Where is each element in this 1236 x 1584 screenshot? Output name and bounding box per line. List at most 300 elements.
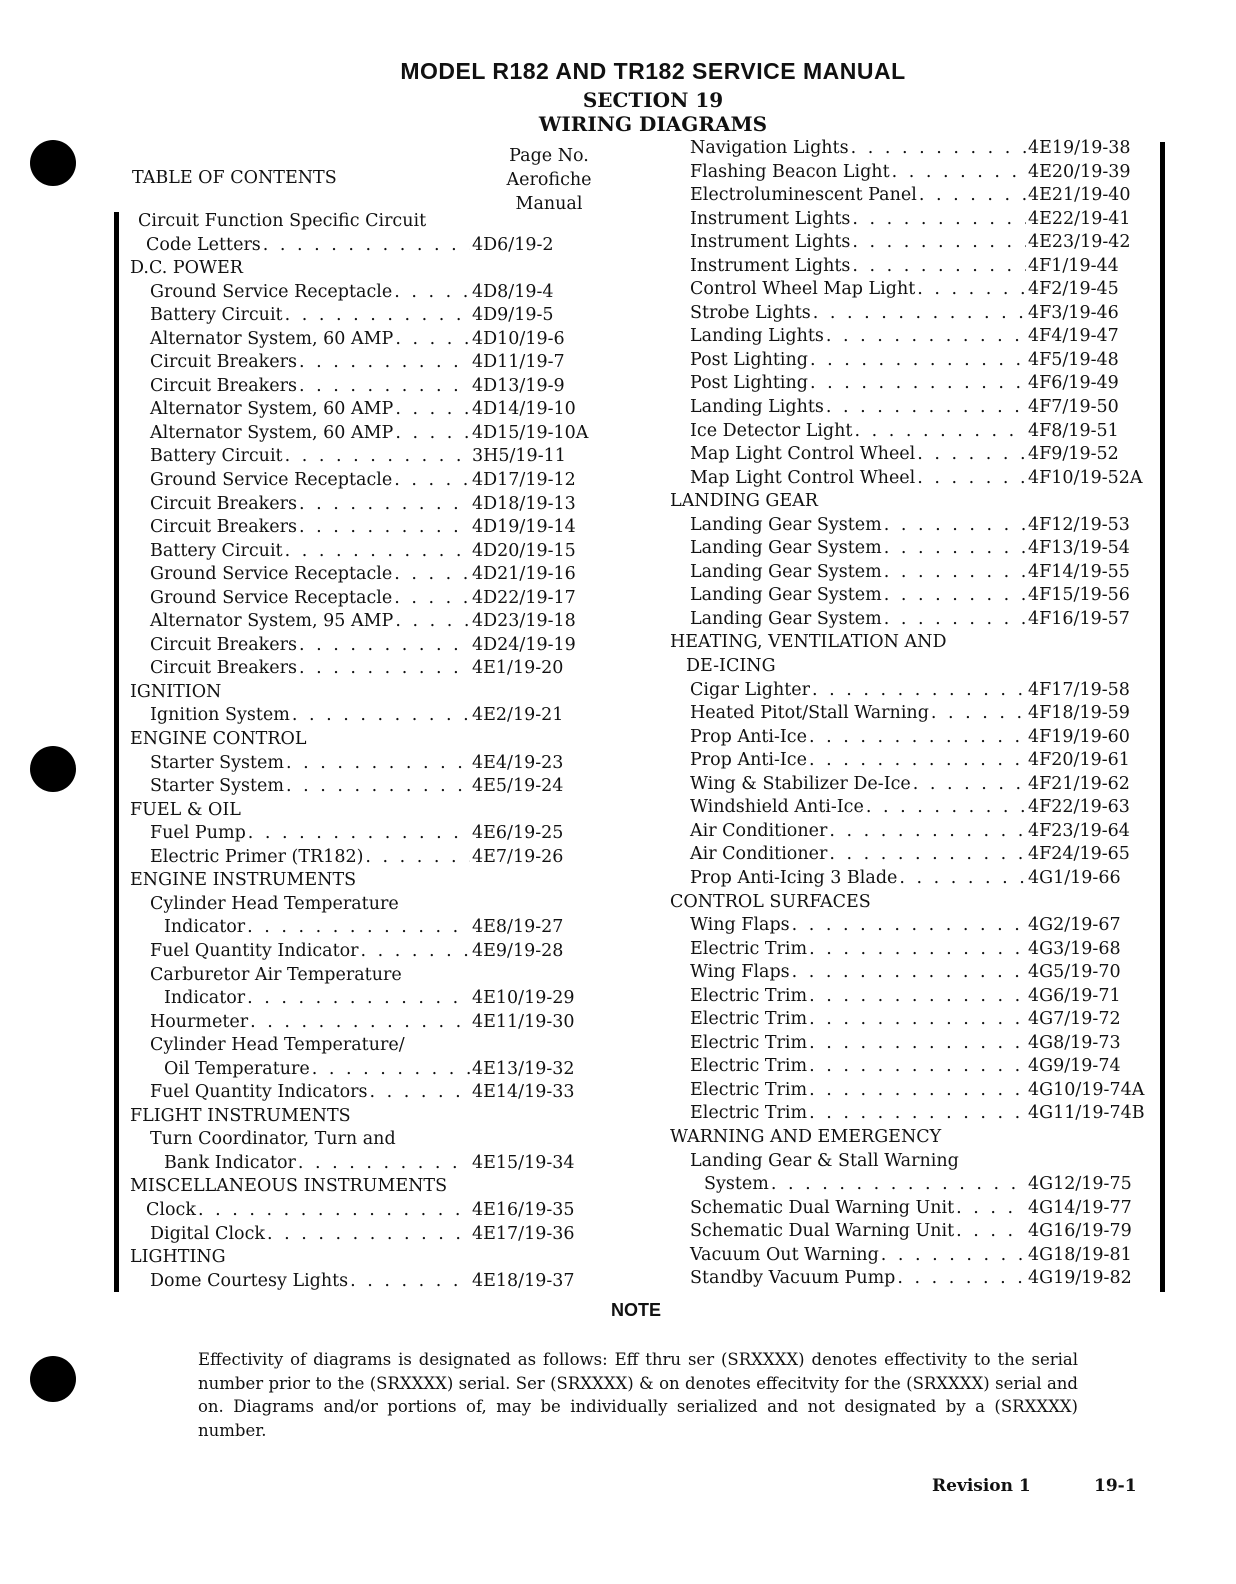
toc-entry [670, 584, 1160, 608]
toc-right-column [670, 137, 1160, 1291]
dot-leader [956, 1220, 1026, 1244]
toc-entry [130, 1223, 600, 1247]
toc-category-heading: WARNING AND EMERGENCY [670, 1126, 942, 1147]
toc-entry-continued-title: Circuit Function Specific Circuit [138, 211, 427, 231]
toc-entry-title: Battery Circuit [150, 446, 283, 467]
toc-entry-title: Post Lighting [690, 349, 808, 370]
dot-leader [248, 822, 470, 846]
toc-entry [670, 1032, 1160, 1056]
toc-entry-page: 4D8/19-4 [472, 281, 554, 302]
dot-leader [792, 914, 1026, 938]
toc-entry-page: 4E1/19-20 [472, 658, 564, 679]
dot-leader [247, 916, 470, 940]
toc-entry-page: 4E22/19-41 [1028, 208, 1131, 229]
dot-leader [395, 422, 470, 446]
dot-leader [395, 328, 470, 352]
toc-entry-page: 4E9/19-28 [472, 940, 564, 961]
toc-entry-page: 4G3/19-68 [1028, 938, 1121, 959]
toc-entry-title: Ground Service Receptacle [150, 470, 393, 491]
toc-entry-page: 4G9/19-74 [1028, 1056, 1121, 1077]
toc-entry-page: 4E8/19-27 [472, 917, 564, 938]
toc-entry [130, 587, 600, 611]
page-number-header-line: Aerofiche [506, 170, 592, 190]
toc-entry [130, 493, 600, 517]
toc-entry-page: 4G12/19-75 [1028, 1174, 1132, 1195]
toc-entry [670, 443, 1160, 467]
toc-entry-title: Alternator System, 60 AMP [150, 328, 394, 349]
toc-entry-title: Fuel Quantity Indicator [150, 940, 359, 961]
toc-entry [670, 278, 1160, 302]
binder-hole-bottom [30, 1356, 76, 1402]
revision-bar-right [1160, 142, 1165, 1292]
dot-leader [370, 1081, 471, 1105]
toc-entry [670, 561, 1160, 585]
dot-leader [809, 1008, 1026, 1032]
toc-entry-page: 4F10/19-52A [1028, 467, 1143, 488]
dot-leader [810, 372, 1026, 396]
dot-leader [394, 281, 470, 305]
dot-leader [395, 398, 470, 422]
dot-leader [917, 467, 1026, 491]
toc-entry [670, 1102, 1160, 1126]
dot-leader [792, 961, 1026, 985]
toc-entry-title: Alternator System, 95 AMP [150, 611, 394, 632]
toc-entry-title: Battery Circuit [150, 305, 283, 326]
page-number-header [486, 144, 612, 216]
toc-entry-title: Navigation Lights [690, 138, 849, 158]
toc-entry [130, 351, 600, 375]
toc-entry [670, 255, 1160, 279]
toc-entry-title: Landing Gear System [690, 585, 882, 606]
toc-entry-title: Wing & Stabilizer De-Ice [690, 773, 911, 794]
dot-leader [809, 938, 1026, 962]
toc-entry [670, 726, 1160, 750]
toc-entry-title: Starter System [150, 776, 284, 797]
dot-leader [812, 679, 1026, 703]
toc-entry-title: Indicator [164, 917, 246, 938]
toc-entry-page: 4F22/19-63 [1028, 797, 1130, 818]
toc-entry-title: Clock [146, 1199, 196, 1220]
toc-entry-page: 4E13/19-32 [472, 1058, 575, 1079]
toc-entry-page: 4F4/19-47 [1028, 326, 1119, 347]
toc-entry-title: Control Wheel Map Light [690, 279, 916, 300]
toc-entry-page: 4D11/19-7 [472, 352, 565, 373]
toc-entry [670, 608, 1160, 632]
note-body: Effectivity of diagrams is designated as follows: Eff thru ser (SRXXXX) denotes effectivity to the serial number prior to the (SRXXXX) serial. Ser (SRXXXX) & on denotes effecitvity for the (SRXXXX) serial and on. Diagrams and/or portions of, may be individually serialized and not designated by a (SRXXXX) number. [198, 1350, 1078, 1440]
toc-entry-page: 4F20/19-61 [1028, 750, 1130, 771]
dot-leader [809, 1079, 1026, 1103]
toc-entry-title: Map Light Control Wheel [690, 444, 916, 465]
toc-entry-title: Alternator System, 60 AMP [150, 422, 394, 443]
toc-category-heading: D.C. POWER [130, 258, 243, 279]
dot-leader [826, 396, 1026, 420]
toc-entry-title: Circuit Breakers [150, 634, 297, 655]
toc-entry-title: Battery Circuit [150, 540, 283, 561]
dot-leader [854, 420, 1026, 444]
toc-entry-title: Schematic Dual Warning Unit [690, 1221, 955, 1242]
dot-leader [267, 1223, 470, 1247]
toc-entry-title: Landing Lights [690, 326, 824, 347]
dot-leader [263, 234, 470, 258]
toc-entry-title: Schematic Dual Warning Unit [690, 1197, 955, 1218]
toc-entry [130, 775, 600, 799]
toc-entry [670, 679, 1160, 703]
toc-entry-page: 4E10/19-29 [472, 988, 575, 1009]
toc-entry-page: 4G16/19-79 [1028, 1221, 1132, 1242]
toc-entry-page: 4G2/19-67 [1028, 915, 1121, 936]
toc-category-heading: CONTROL SURFACES [670, 891, 871, 912]
toc-entry-page: 4G11/19-74B [1028, 1103, 1145, 1124]
toc-entry-page: 4F15/19-56 [1028, 585, 1130, 606]
toc-category-heading: LANDING GEAR [670, 491, 818, 512]
toc-entry-title: Code Letters [146, 234, 261, 255]
dot-leader [299, 657, 470, 681]
dot-leader [866, 796, 1026, 820]
toc-entry [130, 822, 600, 846]
toc-entry-title: Flashing Beacon Light [690, 161, 890, 182]
toc-entry-page: 4F12/19-53 [1028, 514, 1130, 535]
toc-entry-title: Map Light Control Wheel [690, 467, 916, 488]
dot-leader [813, 302, 1026, 326]
toc-entry-page: 4E4/19-23 [472, 752, 564, 773]
dot-leader [394, 587, 470, 611]
dot-leader [809, 1032, 1026, 1056]
toc-entry-page: 4F3/19-46 [1028, 302, 1119, 323]
toc-entry-title: Instrument Lights [690, 232, 851, 253]
toc-entry-page: 4F17/19-58 [1028, 679, 1130, 700]
toc-entry [670, 1173, 1160, 1197]
toc-entry [130, 940, 600, 964]
toc-entry-continued-title: Carburetor Air Temperature [150, 964, 402, 985]
dot-leader [809, 749, 1026, 773]
toc-category-heading: FLIGHT INSTRUMENTS [130, 1105, 351, 1126]
toc-entry-title: Circuit Breakers [150, 658, 297, 679]
toc-entry-title: Circuit Breakers [150, 517, 297, 538]
revision-bar-left [114, 212, 119, 1292]
toc-entry-page: 4E21/19-40 [1028, 185, 1131, 206]
toc-entry-title: Wing Flaps [690, 962, 790, 983]
dot-leader [299, 516, 470, 540]
toc-entry-page: 4F14/19-55 [1028, 561, 1130, 582]
toc-entry-title: Strobe Lights [690, 302, 811, 323]
toc-entry [670, 184, 1160, 208]
dot-leader [884, 514, 1026, 538]
dot-leader [365, 846, 470, 870]
toc-entry [130, 752, 600, 776]
dot-leader [299, 351, 470, 375]
toc-entry [130, 1152, 600, 1176]
dot-leader [312, 1058, 470, 1082]
toc-entry-page: 4F13/19-54 [1028, 538, 1130, 559]
toc-entry [130, 1081, 600, 1105]
toc-entry [130, 1270, 600, 1294]
toc-entry [130, 469, 600, 493]
manual-title: MODEL R182 AND TR182 SERVICE MANUAL [400, 58, 906, 84]
toc-entry [670, 372, 1160, 396]
toc-entry-title: Ground Service Receptacle [150, 564, 393, 585]
dot-leader [913, 773, 1026, 797]
toc-category-heading: MISCELLANEOUS INSTRUMENTS [130, 1176, 448, 1197]
toc-entry [670, 208, 1160, 232]
toc-entry [670, 302, 1160, 326]
toc-entry [130, 398, 600, 422]
dot-leader [247, 987, 470, 1011]
section-number: SECTION 19 [582, 88, 724, 112]
toc-entry [130, 234, 600, 258]
toc-entry-title: Fuel Pump [150, 823, 246, 844]
note-heading: NOTE [610, 1300, 661, 1320]
dot-leader [809, 726, 1026, 750]
toc-entry [670, 137, 1160, 161]
toc-entry-page: 4E17/19-36 [472, 1223, 575, 1244]
toc-entry-page: 4F23/19-64 [1028, 820, 1130, 841]
toc-entry [670, 349, 1160, 373]
dot-leader [884, 584, 1026, 608]
toc-entry-title: Prop Anti-Icing 3 Blade [690, 867, 898, 888]
toc-entry [670, 749, 1160, 773]
toc-entry-page: 4D19/19-14 [472, 517, 576, 538]
dot-leader [852, 255, 1026, 279]
toc-category-heading: ENGINE INSTRUMENTS [130, 870, 357, 891]
toc-entry-title: Landing Gear System [690, 608, 882, 629]
toc-entry-page: 4G6/19-71 [1028, 985, 1121, 1006]
dot-leader [956, 1197, 1026, 1221]
dot-leader [250, 1011, 470, 1035]
toc-entry-title: Digital Clock [150, 1223, 265, 1244]
toc-entry-title: Indicator [164, 988, 246, 1009]
toc-entry [670, 231, 1160, 255]
dot-leader [810, 349, 1026, 373]
toc-entry [130, 328, 600, 352]
toc-category-heading: FUEL & OIL [130, 799, 241, 820]
toc-entry-title: Alternator System, 60 AMP [150, 399, 394, 420]
toc-entry [670, 514, 1160, 538]
toc-entry-title: Bank Indicator [164, 1152, 296, 1173]
dot-leader [829, 843, 1026, 867]
toc-entry [670, 1244, 1160, 1268]
toc-entry-title: Circuit Breakers [150, 352, 297, 373]
toc-entry-title: Circuit Breakers [150, 375, 297, 396]
dot-leader [285, 445, 470, 469]
toc-entry [130, 1011, 600, 1035]
toc-entry-page: 4F1/19-44 [1028, 255, 1119, 276]
toc-entry-title: Instrument Lights [690, 208, 851, 229]
toc-entry-page: 4E20/19-39 [1028, 161, 1131, 182]
dot-leader [286, 752, 470, 776]
page-number-header-line: Page No. [509, 146, 589, 166]
dot-leader [809, 985, 1026, 1009]
toc-entry-title: Windshield Anti-Ice [690, 797, 864, 818]
toc-entry [130, 281, 600, 305]
toc-entry [130, 987, 600, 1011]
toc-entry-title: Electric Primer (TR182) [150, 846, 364, 867]
dot-leader [919, 184, 1026, 208]
dot-leader [361, 940, 470, 964]
dot-leader [826, 325, 1026, 349]
toc-entry-title: Fuel Quantity Indicators [150, 1082, 368, 1103]
dot-leader [892, 161, 1026, 185]
toc-entry [670, 867, 1160, 891]
toc-entry-page: 4E18/19-37 [472, 1270, 575, 1291]
dot-leader [298, 1152, 470, 1176]
toc-entry-page: 4D22/19-17 [472, 587, 576, 608]
toc-entry-title: Electric Trim [690, 1032, 808, 1053]
toc-entry-page: 4E6/19-25 [472, 823, 564, 844]
toc-entry-title: System [704, 1174, 769, 1195]
toc-entry-title: Electric Trim [690, 1103, 808, 1124]
revision-label: Revision 1 [932, 1476, 1031, 1496]
toc-entry [670, 467, 1160, 491]
toc-entry [670, 702, 1160, 726]
toc-entry [670, 961, 1160, 985]
toc-entry-page: 4F9/19-52 [1028, 444, 1119, 465]
toc-entry [670, 537, 1160, 561]
toc-entry-page: 4D9/19-5 [472, 305, 554, 326]
toc-entry-title: Dome Courtesy Lights [150, 1270, 349, 1291]
toc-entry [670, 1197, 1160, 1221]
toc-entry-page: 4E2/19-21 [472, 705, 564, 726]
dot-leader [897, 1267, 1026, 1291]
toc-entry [130, 846, 600, 870]
toc-category-heading: DE-ICING [686, 656, 776, 677]
toc-entry-continued-title: Cylinder Head Temperature [150, 893, 399, 914]
toc-entry [130, 916, 600, 940]
toc-entry-title: Landing Lights [690, 397, 824, 418]
toc-entry-page: 4G8/19-73 [1028, 1032, 1121, 1053]
toc-entry-title: Ice Detector Light [690, 420, 853, 441]
toc-entry-continued-title: Turn Coordinator, Turn and [150, 1129, 396, 1150]
toc-entry-page: 4D21/19-16 [472, 564, 576, 585]
toc-entry [670, 843, 1160, 867]
dot-leader [394, 469, 470, 493]
dot-leader [884, 537, 1026, 561]
dot-leader [299, 375, 470, 399]
dot-leader [881, 1244, 1026, 1268]
toc-entry-title: Prop Anti-Ice [690, 726, 807, 747]
toc-entry [670, 396, 1160, 420]
section-title: WIRING DIAGRAMS [538, 112, 768, 136]
toc-entry-page: 4F8/19-51 [1028, 420, 1119, 441]
dot-leader [285, 540, 470, 564]
dot-leader [395, 610, 470, 634]
toc-entry [130, 540, 600, 564]
toc-entry-title: Oil Temperature [164, 1058, 310, 1079]
toc-entry [130, 375, 600, 399]
toc-entry-title: Circuit Breakers [150, 493, 297, 514]
toc-entry [670, 1267, 1160, 1291]
toc-entry-title: Vacuum Out Warning [690, 1244, 879, 1265]
toc-entry-title: Electric Trim [690, 938, 808, 959]
toc-entry-title: Landing Gear System [690, 538, 882, 559]
toc-entry-page: 4E19/19-38 [1028, 138, 1131, 158]
toc-entry-continued-title: Landing Gear & Stall Warning [690, 1150, 959, 1171]
toc-entry-title: Air Conditioner [690, 844, 828, 865]
binder-hole-top [30, 140, 76, 186]
toc-entry [130, 516, 600, 540]
toc-entry-page: 4E16/19-35 [472, 1199, 575, 1220]
toc-entry-page: 4E15/19-34 [472, 1152, 575, 1173]
toc-entry [670, 325, 1160, 349]
toc-entry-page: 4E7/19-26 [472, 846, 564, 867]
toc-entry-page: 4D10/19-6 [472, 328, 565, 349]
toc-entry-title: Electric Trim [690, 1079, 808, 1100]
toc-entry-page: 4E14/19-33 [472, 1082, 575, 1103]
toc-entry-title: Landing Gear System [690, 514, 882, 535]
toc-entry-page: 4F7/19-50 [1028, 397, 1119, 418]
toc-entry [130, 422, 600, 446]
toc-entry-title: Prop Anti-Ice [690, 750, 807, 771]
toc-entry-page: 4E23/19-42 [1028, 232, 1131, 253]
toc-entry-page: 4F21/19-62 [1028, 773, 1130, 794]
dot-leader [884, 561, 1026, 585]
toc-entry-title: Hourmeter [150, 1011, 249, 1032]
page-number-header-line: Manual [515, 194, 583, 214]
dot-leader [299, 493, 470, 517]
dot-leader [829, 820, 1026, 844]
dot-leader [899, 867, 1026, 891]
toc-entry [670, 820, 1160, 844]
toc-entry [130, 445, 600, 469]
toc-entry-title: Ground Service Receptacle [150, 281, 393, 302]
page-number: 19-1 [1094, 1476, 1137, 1496]
toc-entry-page: 4D20/19-15 [472, 540, 576, 561]
toc-entry-page: 4G18/19-81 [1028, 1244, 1132, 1265]
toc-entry-page: 4D14/19-10 [472, 399, 576, 420]
toc-entry-page: 4G14/19-77 [1028, 1197, 1132, 1218]
toc-entry-title: Electric Trim [690, 1009, 808, 1030]
dot-leader [852, 231, 1026, 255]
binder-hole-middle [30, 746, 76, 792]
toc-entry-page: 4G19/19-82 [1028, 1268, 1132, 1289]
toc-category-heading: IGNITION [130, 681, 222, 702]
toc-entry [130, 304, 600, 328]
toc-entry-title: Air Conditioner [690, 820, 828, 841]
toc-entry-page: 4D24/19-19 [472, 634, 576, 655]
dot-leader [852, 208, 1026, 232]
toc-left-column [130, 210, 600, 1293]
dot-leader [292, 704, 470, 728]
toc-entry-page: 4F24/19-65 [1028, 844, 1130, 865]
toc-entry [670, 1079, 1160, 1103]
toc-entry [670, 914, 1160, 938]
toc-entry-page: 4E5/19-24 [472, 776, 564, 797]
toc-entry-title: Post Lighting [690, 373, 808, 394]
toc-category-heading: HEATING, VENTILATION AND [670, 632, 947, 653]
toc-entry-continued-title: Cylinder Head Temperature/ [150, 1035, 405, 1056]
toc-entry-title: Landing Gear System [690, 561, 882, 582]
toc-entry-page: 4E11/19-30 [472, 1011, 575, 1032]
toc-entry-page: 4F2/19-45 [1028, 279, 1119, 300]
toc-entry-title: Electric Trim [690, 1056, 808, 1077]
toc-entry [670, 985, 1160, 1009]
toc-entry [670, 1220, 1160, 1244]
toc-entry-page: 4D18/19-13 [472, 493, 576, 514]
toc-entry-title: Instrument Lights [690, 255, 851, 276]
toc-entry [130, 634, 600, 658]
toc-entry [130, 704, 600, 728]
toc-entry-page: 4D15/19-10A [472, 422, 589, 443]
toc-entry [670, 420, 1160, 444]
toc-entry-title: Starter System [150, 752, 284, 773]
toc-entry-page: 4D6/19-2 [472, 234, 554, 255]
toc-entry [670, 796, 1160, 820]
dot-leader [917, 443, 1026, 467]
toc-entry [130, 563, 600, 587]
toc-entry [670, 773, 1160, 797]
toc-entry [130, 1058, 600, 1082]
toc-entry-title: Standby Vacuum Pump [690, 1268, 896, 1289]
toc-entry-page: 4G1/19-66 [1028, 867, 1121, 888]
